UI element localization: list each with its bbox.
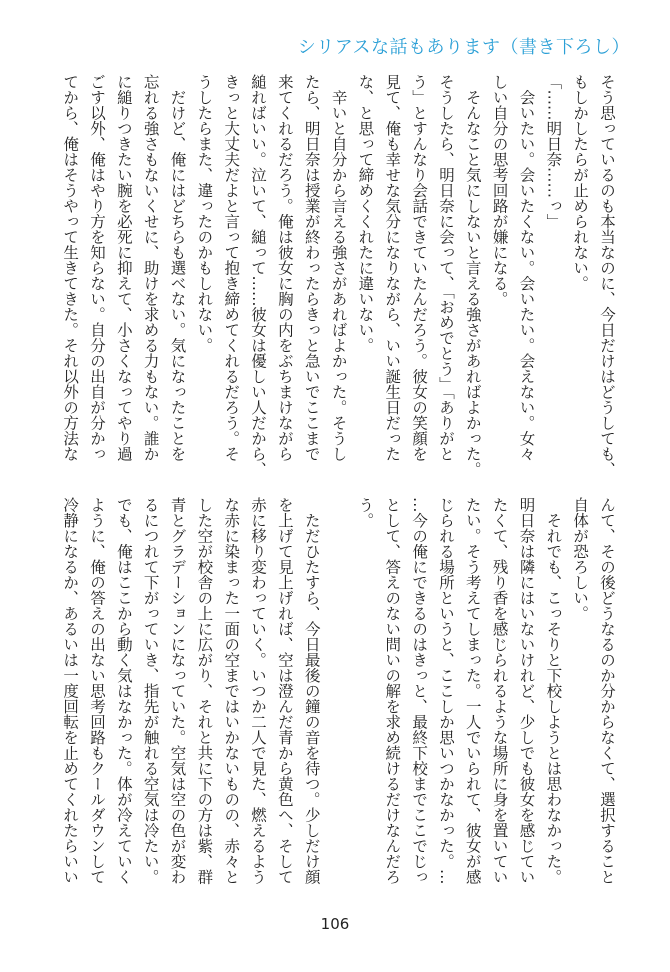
text-column: 来てくれるだろう。俺は彼女に胸の内をぶちまけながら bbox=[275, 74, 294, 462]
text-column: 冷静になるか、あるいは一度回転を止めてくれたらいい bbox=[61, 497, 80, 885]
text-column: に縋りつきたい腕を必死に抑えて、小さくなってやり過 bbox=[114, 74, 133, 462]
text-column: たくて、残り香を感じられるような場所に身を置いてい bbox=[490, 497, 509, 885]
text-column: …今の俺にできるのはきっと、最終下校までここでじっ bbox=[410, 497, 429, 885]
text-column: な赤に染まった一面の空まではいかないものの、赤々と bbox=[222, 497, 241, 885]
top-text-block bbox=[56, 74, 620, 478]
text-column: るにつれて下がっていき、指先が触れる空気は冷たい。 bbox=[141, 497, 160, 885]
text-column: した空が校舎の上に広がり、それと共に下の方は紫、群 bbox=[195, 497, 214, 885]
text-column: な、と思って締めくくれたに違いない。 bbox=[356, 74, 375, 353]
text-column: そんなこと気にしないと言える強さがあればよかった。 bbox=[463, 74, 482, 477]
text-column: たら、明日奈は授業が終わったらきっと急いでここまで bbox=[302, 74, 321, 462]
text-column: たい。そう考えてしまった。一人でいられて、彼女が感 bbox=[463, 497, 482, 885]
page-number: 106 bbox=[320, 915, 350, 933]
chapter-title: シリアスな話もあります（書き下ろし） bbox=[297, 37, 630, 58]
text-column: として、答えのない問いの解を求め続けるだけなんだろ bbox=[383, 497, 402, 885]
text-column: 忘れる強さもないくせに、助けを求める力もない。誰か bbox=[141, 74, 160, 462]
text-column: 明日奈は隣にはいないけれど、少しでも彼女を感じてい bbox=[517, 497, 536, 885]
text-column: ように、俺の答えの出ない思考回路もクールダウンして bbox=[87, 497, 106, 885]
text-column: それでも、こっそりと下校しようとは思わなかった。 bbox=[544, 497, 563, 885]
text-column: てから、俺はそうやって生きてきた。それ以外の方法な bbox=[61, 74, 80, 462]
text-column: きっと大丈夫だよと言って抱き締めてくれるだろう。そ bbox=[222, 74, 241, 462]
text-column: を上げて見上げれば、空は澄んだ青から黄色へ、そして bbox=[275, 497, 294, 885]
text-column: う」とすんなり会話できていたんだろう。彼女の笑顔を bbox=[410, 74, 429, 462]
text-column: 会いたい。会いたくない。会いたい。会えない。女々 bbox=[517, 74, 536, 462]
text-column: そうしたら、明日奈に会って、「おめでとう」「ありがと bbox=[436, 74, 455, 462]
text-column: だけど、俺にはどちらも選べない。気になったことを bbox=[168, 74, 187, 462]
text-column: ごす以外、俺はやり方を知らない。自分の出自が分かっ bbox=[87, 74, 106, 462]
text-column: 「……明日奈……っ」 bbox=[544, 74, 563, 229]
text-column: でも、俺はここから動く気はなかった。体が冷えていく bbox=[114, 497, 133, 885]
text-column: う。 bbox=[356, 497, 375, 528]
text-column: 見て、俺も幸せな気分になりながら、いい誕生日だった bbox=[383, 74, 402, 462]
text-column: 自体が恐ろしい。 bbox=[571, 497, 590, 621]
text-column: うしたらまた、違ったのかもしれない。 bbox=[195, 74, 214, 353]
text-column: そう思っているのも本当なのに、今日だけはどうしても、 bbox=[598, 74, 616, 477]
text-column: 赤に移り変わっていく。いつか二人で見た、燃えるよう bbox=[249, 497, 268, 885]
text-column: 縋ればいい。泣いて、縋って……彼女は優しい人だから、 bbox=[249, 74, 268, 477]
text-column: ただひたすら、今日最後の鐘の音を待つ。少しだけ顔 bbox=[302, 497, 321, 885]
text-column: しい自分の思考回路が嫌になる。 bbox=[490, 74, 509, 307]
text-column: もしかしたらが止められない。 bbox=[571, 74, 590, 291]
text-column: 青とグラデーションになっていた。空気は空の色が変わ bbox=[168, 497, 187, 885]
bottom-text-block bbox=[56, 497, 620, 901]
text-column: んて、その後どうなるのか分からなくて、選択すること bbox=[598, 497, 616, 885]
text-column: 辛いと自分から言える強さがあればよかった。そうし bbox=[329, 74, 348, 462]
paragraph-gap bbox=[325, 497, 352, 885]
text-column: じられる場所というと、ここしか思いつかなかった。… bbox=[436, 497, 455, 885]
